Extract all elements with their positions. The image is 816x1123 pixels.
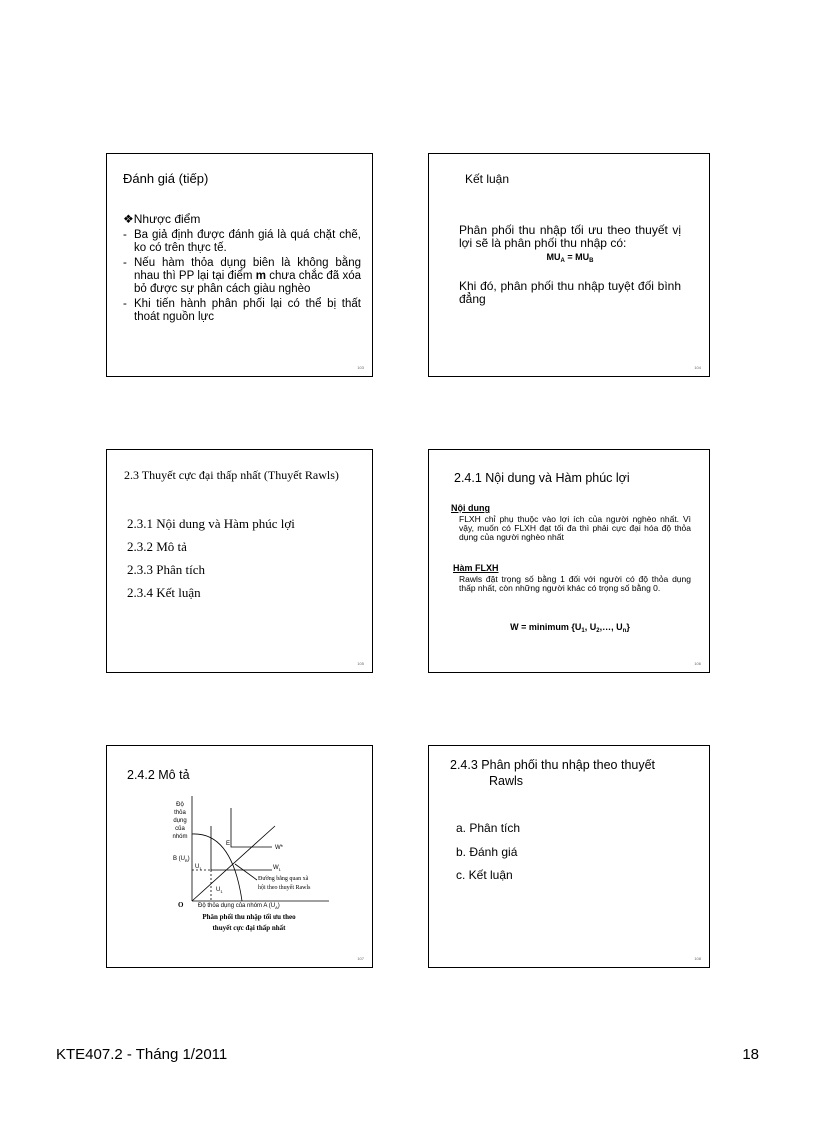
list-item: 2.3.4 Kết luận (127, 585, 201, 600)
slide-108 (428, 745, 710, 968)
formula-part: W = minimum {U (510, 622, 582, 632)
x-axis-label: Độ thỏa dụng của nhóm A $(U_A)$ (198, 903, 280, 910)
rawls-diagram (107, 746, 374, 969)
w-star-curve (231, 808, 272, 847)
section-heading: Nội dung (451, 503, 490, 513)
list-item: b. Đánh giá (456, 845, 518, 859)
line-caption: hội theo thuyết Rawls (258, 885, 311, 891)
slide-title: 2.4.1 Nội dung và Hàm phúc lợi (454, 471, 630, 485)
list-item: - Ba giả định được đánh giá là quá chặt chẽ, ko có trên thực tế. (123, 229, 361, 255)
formula-sub: B (589, 258, 594, 264)
slide-105 (106, 449, 373, 673)
u1-bottom-label: $U_1$ (216, 887, 223, 894)
paragraph: Rawls đặt trọng số bằng 1 đối với người có độ thỏa dụng thấp nhất, còn những người khác có trọng số bằng 0. (459, 574, 691, 593)
formula (429, 622, 711, 634)
w1-curve (211, 826, 272, 870)
formula-part: MU (546, 252, 561, 262)
formula-part: , U (584, 622, 597, 632)
bullet-text: Nếu hàm thỏa dụng biên là không bằng nhau thì PP lại tại điểm m chưa chắc đã xóa bỏ được sự phân cách giàu nghèo (134, 257, 361, 295)
formula-sub: n (622, 628, 627, 634)
list-item: a. Phân tích (456, 821, 521, 835)
list-item: c. Kết luận (456, 868, 513, 882)
footer-page-number: 18 (742, 1046, 759, 1063)
page-number: 105 (357, 661, 364, 666)
paragraph: Phân phối thu nhập tối ưu theo thuyết vị lợi sẽ là phân phối thu nhập có: (459, 223, 681, 250)
formula-sub: 2 (596, 628, 600, 634)
formula-sub: A (560, 258, 565, 264)
wstar-label: W* (275, 845, 283, 851)
slide-title: 2.4.2 Mô tả (127, 768, 190, 782)
page-number: 107 (357, 956, 364, 961)
bullet-list (123, 229, 361, 326)
formula-part: ,…, U (599, 622, 623, 632)
footer-course: KTE407.2 - Tháng 1/2011 (56, 1046, 228, 1063)
y-axis-label: của (175, 826, 185, 832)
y-axis-label: dụng (173, 818, 187, 824)
b-label: B $(U_B)$ (173, 856, 190, 863)
section-heading: ❖Nhược điểm (123, 212, 201, 226)
list-item: 2.3.1 Nội dung và Hàm phúc lợi (127, 516, 295, 531)
list-item: 2.3.3 Phân tích (127, 562, 205, 577)
figure-caption: thuyết cực đại thấp nhất (212, 924, 286, 932)
slide-title: 2.3 Thuyết cực đại thấp nhất (Thuyết Rawls) (124, 468, 339, 482)
y-axis-label: Độ (176, 802, 184, 808)
y-axis-label: thỏa (174, 810, 186, 816)
slide-title: 2.4.3 Phân phối thu nhập theo thuyết (450, 758, 656, 772)
formula (459, 252, 681, 264)
figure-caption: Phân phối thu nhập tối ưu theo (202, 913, 296, 921)
list-item: 2.3.2 Mô tả (127, 539, 187, 554)
slide-title: Kết luận (465, 172, 510, 186)
paragraph: FLXH chỉ phụ thuộc vào lợi ích của người nghèo nhất. Vì vậy, muốn có FLXH đạt tối đa thì phải cực đại hóa độ thỏa dụng của người nghèo nhất (459, 514, 691, 542)
y-axis-label: nhóm (172, 834, 188, 840)
bold-word: m (255, 270, 266, 282)
point-e-label: E (226, 841, 231, 847)
page-number: 104 (694, 365, 701, 370)
origin-label: O (178, 901, 184, 909)
list-item: - Khi tiến hành phân phối lại có thể bị thất thoát nguồn lực (123, 298, 361, 324)
page-number: 106 (694, 661, 701, 666)
slide-title: Rawls (489, 774, 524, 788)
page-number: 108 (694, 956, 701, 961)
paragraph: Khi đó, phân phối thu nhập tuyệt đối bình đẳng (459, 279, 681, 306)
formula-part: = MU (564, 252, 590, 262)
slide-107 (106, 745, 373, 968)
u1-left-label: $U_1$ (195, 864, 202, 871)
slide-104 (428, 153, 710, 377)
slide-title: Đánh giá (tiếp) (123, 171, 209, 186)
section-heading: Hàm FLXH (453, 563, 499, 573)
page-number: 103 (357, 365, 364, 370)
formula-sub: 1 (581, 628, 585, 634)
formula-part: } (626, 622, 630, 632)
slide-103 (106, 153, 373, 377)
slide-106 (428, 449, 710, 673)
w1-label: $W_1$ (273, 865, 281, 872)
line-caption: Đường bằng quan xã (258, 876, 309, 882)
list-item (123, 257, 361, 296)
pointer-line (235, 864, 257, 880)
